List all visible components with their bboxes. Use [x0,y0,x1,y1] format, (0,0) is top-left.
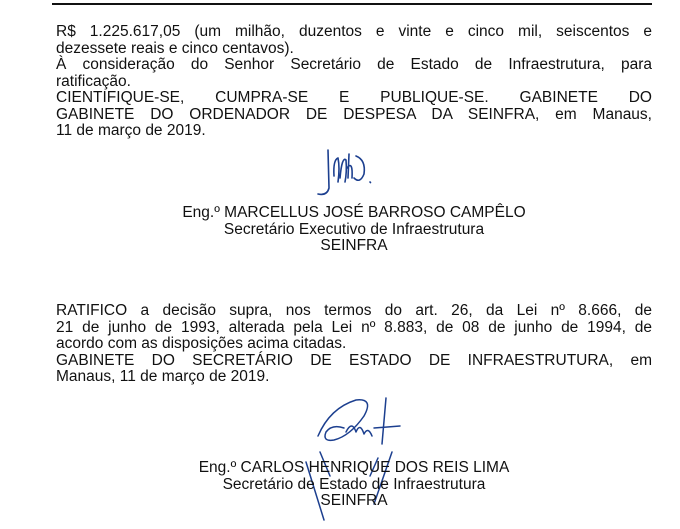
office-line: GABINETE DO SECRETÁRIO DE ESTADO DE INFRAESTRUTURA, em [56,351,652,369]
amount-line-continued: dezessete reais e cinco centavos). [56,39,294,57]
signatory-1-title: Secretário Executivo de Infraestrutura [223,220,485,238]
top-divider [52,3,652,5]
ratification-line-1: RATIFICO a decisão supra, nos termos do art. 26, da Lei nº 8.666, de [56,302,652,319]
signatory-1-block [56,205,652,255]
publish-line: CIENTIFIQUE-SE, CUMPRA-SE E PUBLIQUE-SE. GABINETE DO [56,89,652,106]
publish-line-continued: GABINETE DO ORDENADOR DE DESPESA DA SEINFRA, em Manaus, [56,105,652,123]
handwritten-signature-1 [300,148,390,208]
consideration-line-continued: ratificação. [56,72,131,90]
office-date-line: Manaus, 11 de março de 2019. [56,368,270,385]
signatory-1-name: Eng.º MARCELLUS JOSÉ BARROSO CAMPÊLO [182,204,526,221]
signatory-1-organization: SEINFRA [320,237,388,254]
request-date: 11 de março de 2019. [56,122,206,139]
ratification-paragraph [56,303,652,386]
signatory-2-organization: SEINFRA [320,492,388,509]
consideration-line: À consideração do Senhor Secretário de Estado de Infraestrutura, para [56,56,652,73]
signatory-2-block [56,460,652,510]
signatory-2-title: Secretário de Estado de Infraestrutura [222,475,486,493]
ratification-line-3: acordo com as disposições acima citadas. [56,335,347,352]
amount-line: R$ 1.225.617,05 (um milhão, duzentos e vinte e cinco mil, seiscentos e [56,23,652,40]
ratification-line-2: 21 de junho de 1993, alterada pela Lei nº 8.883, de 08 de junho de 1994, de [56,318,652,336]
signatory-2-name: Eng.º CARLOS HENRIQUE DOS REIS LIMA [198,459,510,476]
ratification-request-paragraph [56,24,652,140]
